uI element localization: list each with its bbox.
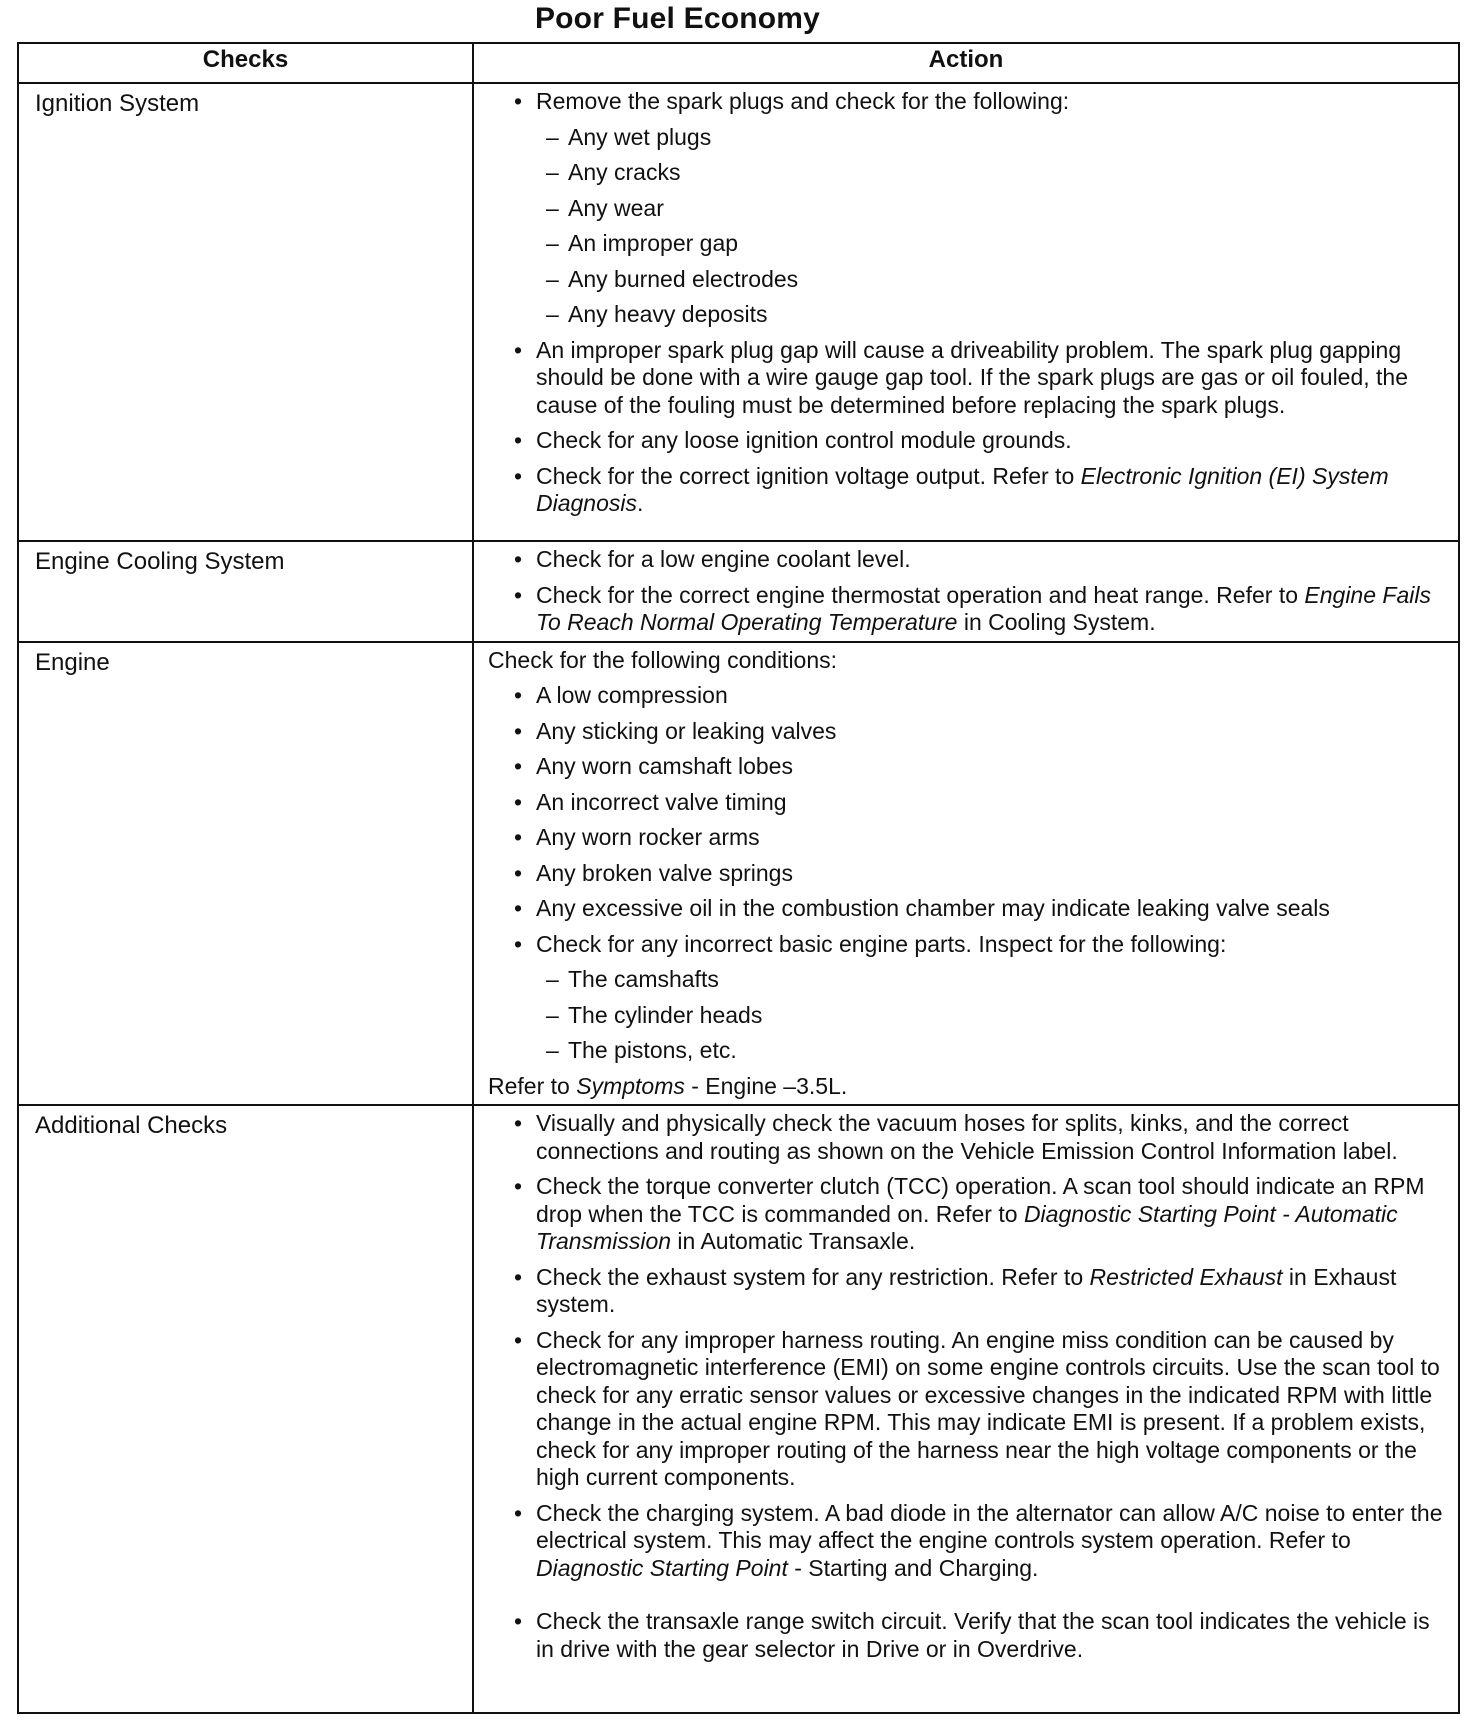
reference-link[interactable]: Diagnostic Starting Point xyxy=(536,1554,788,1581)
bullet-item: • Check the transaxle range switch circuit. Verify that the scan tool indicates the vehicle is in drive with the gear selector in Drive or in Overdrive. xyxy=(488,1608,1452,1663)
action-cell xyxy=(473,1105,1459,1713)
action-text-span: Check for the correct engine thermostat operation and heat range. Refer to xyxy=(536,581,1305,608)
bullet-item: • Any worn rocker arms xyxy=(488,824,1452,852)
table-row-additional-checks xyxy=(18,1105,1459,1713)
reference-link[interactable]: Symptoms xyxy=(576,1072,685,1099)
diagnosis-table xyxy=(17,42,1460,1714)
action-text-span: Check the charging system. A bad diode in the alternator can allow A/C noise to enter the electrical system. This may affect the engine controls system operation. Refer to xyxy=(536,1499,1443,1553)
bullet-item xyxy=(488,1500,1452,1583)
action-text-span: in Automatic Transaxle. xyxy=(671,1228,916,1254)
sub-item: – The cylinder heads xyxy=(488,1002,1452,1030)
bullet-item: • Check for any incorrect basic engine parts. Inspect for the following: xyxy=(488,931,1452,959)
bullet-item xyxy=(488,1264,1452,1319)
checks-cell: Ignition System xyxy=(18,83,473,541)
bullet-item: • An incorrect valve timing xyxy=(488,789,1452,817)
sub-item: – Any heavy deposits xyxy=(488,301,1452,329)
action-text-span: in Cooling System. xyxy=(957,609,1156,635)
action-cell xyxy=(473,642,1459,1106)
reference-link[interactable]: Electronic Ignition (EI) System Diagnosis xyxy=(536,462,1389,516)
action-text-span: in Exhaust system. xyxy=(536,1263,1397,1317)
action-text-span: Check the exhaust system for any restriction. Refer to xyxy=(536,1263,1090,1290)
sub-item: – Any wear xyxy=(488,195,1452,223)
reference-link[interactable]: Diagnostic Starting Point - Automatic Transmission xyxy=(536,1200,1398,1254)
bullet-item: • Any worn camshaft lobes xyxy=(488,753,1452,781)
sub-item: – Any wet plugs xyxy=(488,124,1452,152)
bullet-item: • Any excessive oil in the combustion chamber may indicate leaking valve seals xyxy=(488,895,1452,923)
table-body xyxy=(18,83,1459,1713)
bullet-item xyxy=(488,463,1452,518)
bullet-item: • Check for any loose ignition control module grounds. xyxy=(488,427,1452,455)
sub-item: – The pistons, etc. xyxy=(488,1037,1452,1065)
bullet-item xyxy=(488,1173,1452,1256)
sub-item: – Any cracks xyxy=(488,159,1452,187)
bullet-item: • Check for a low engine coolant level. xyxy=(488,546,1452,574)
action-text: Check for the following conditions: xyxy=(488,646,838,673)
table-row-engine xyxy=(18,642,1459,1106)
action-text-span: Check for the correct ignition voltage output. Refer to xyxy=(536,462,1081,489)
bullet-item: • Any sticking or leaking valves xyxy=(488,718,1452,746)
bullet-item: • A low compression xyxy=(488,682,1452,710)
bullet-item: • An improper spark plug gap will cause a driveability problem. The spark plug gapping should be done with a wire gauge gap tool. If the spark plugs are gas or oil fouled, the cause of the fouling must be determined before replacing the spark plugs. xyxy=(488,337,1452,420)
checks-cell: Engine Cooling System xyxy=(18,541,473,642)
action-text-span: - Engine –3.5L. xyxy=(684,1072,848,1099)
checks-cell: Additional Checks xyxy=(18,1105,473,1713)
table-row-engine-cooling-system xyxy=(18,541,1459,642)
action-text xyxy=(488,1073,1452,1101)
checks-column-header: Checks xyxy=(18,43,473,83)
action-text-span: . xyxy=(637,490,644,516)
action-column-header: Action xyxy=(473,43,1459,83)
action-text-span: - Starting and Charging. xyxy=(787,1554,1039,1581)
action-cell xyxy=(473,83,1459,541)
bullet-item: • Visually and physically check the vacuum hoses for splits, kinks, and the correct connections and routing as shown on the Vehicle Emission Control Information label. xyxy=(488,1110,1452,1165)
action-text-span: Refer to xyxy=(488,1072,577,1099)
bullet-item: • Remove the spark plugs and check for the following: xyxy=(488,88,1452,116)
checks-cell: Engine xyxy=(18,642,473,1106)
table-header-row xyxy=(18,43,1459,83)
bullet-item: • Check for any improper harness routing. An engine miss condition can be caused by electromagnetic interference (EMI) on some engine controls circuits. Use the scan tool to check for any erratic sensor values or excessive changes in the indicated RPM with little change in the actual engine RPM. This may indicate EMI is present. If a problem exists, check for any improper routing of the harness near the high voltage components or the high current components. xyxy=(488,1327,1452,1492)
action-cell xyxy=(473,541,1459,642)
reference-link[interactable]: Engine Fails To Reach Normal Operating Temperature xyxy=(536,581,1431,635)
reference-link[interactable]: Restricted Exhaust xyxy=(1089,1263,1283,1290)
bullet-item: • Any broken valve springs xyxy=(488,860,1452,888)
sub-item: – The camshafts xyxy=(488,966,1452,994)
page-title: Poor Fuel Economy xyxy=(534,2,821,35)
table-row-ignition-system xyxy=(18,83,1459,541)
sub-item: – Any burned electrodes xyxy=(488,266,1452,294)
action-text-span: Check the torque converter clutch (TCC) operation. A scan tool should indicate an RPM drop when the TCC is commanded on. Refer to xyxy=(536,1173,1425,1227)
sub-item: – An improper gap xyxy=(488,230,1452,258)
bullet-item xyxy=(488,582,1452,637)
